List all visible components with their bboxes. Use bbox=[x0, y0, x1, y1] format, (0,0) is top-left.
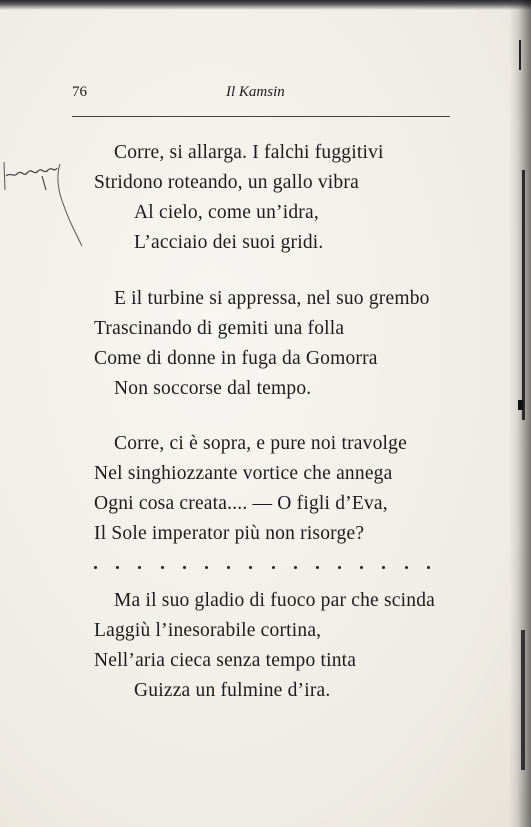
separator-dot bbox=[161, 566, 164, 569]
separator-dot bbox=[94, 566, 97, 569]
poem-line: Nel singhiozzante vortice che annega bbox=[94, 463, 393, 484]
separator-dot bbox=[272, 566, 275, 569]
separator-dot bbox=[183, 566, 186, 569]
poem-line: Guizza un fulmine d’ira. bbox=[134, 680, 331, 701]
poem-line: Corre, ci è sopra, e pure noi travolge bbox=[114, 433, 407, 454]
poem-line: Corre, si allarga. I falchi fuggitivi bbox=[114, 142, 384, 163]
spine-stitch-marks bbox=[510, 40, 528, 800]
poem-line: Trascinando di gemiti una folla bbox=[94, 318, 345, 339]
page-number: 76 bbox=[72, 84, 87, 100]
poem-line: Nell’aria cieca senza tempo tinta bbox=[94, 650, 357, 671]
poem-line: Al cielo, come un’idra, bbox=[134, 202, 319, 223]
separator-dot bbox=[316, 566, 319, 569]
poem-line: E il turbine si appressa, nel suo grembo bbox=[114, 288, 430, 309]
separator-dot bbox=[427, 566, 430, 569]
separator-dot bbox=[338, 566, 341, 569]
poem-line: Non soccorse dal tempo. bbox=[114, 378, 312, 399]
poem-line: Il Sole imperator più non risorge? bbox=[94, 523, 365, 544]
poem-line: L’acciaio dei suoi gridi. bbox=[134, 232, 324, 253]
poem-line: Come di donne in fuga da Gomorra bbox=[94, 348, 378, 369]
separator-dot bbox=[360, 566, 363, 569]
separator-dot bbox=[249, 566, 252, 569]
poem-line: Ogni cosa creata.... — O figli d’Eva, bbox=[94, 493, 388, 514]
separator-dot bbox=[138, 566, 141, 569]
separator-dot bbox=[405, 566, 408, 569]
separator-dot bbox=[382, 566, 385, 569]
separator-dot bbox=[116, 566, 119, 569]
separator-dot bbox=[294, 566, 297, 569]
poem-line: Laggiù l’inesorabile cortina, bbox=[94, 620, 322, 641]
ellipsis-separator bbox=[94, 566, 430, 576]
separator-dot bbox=[205, 566, 208, 569]
running-title: Il Kamsin bbox=[226, 84, 285, 100]
separator-dot bbox=[227, 566, 230, 569]
poem-line: Stridono roteando, un gallo vibra bbox=[94, 172, 359, 193]
poem-line: Ma il suo gladio di fuoco par che scinda bbox=[114, 590, 435, 611]
